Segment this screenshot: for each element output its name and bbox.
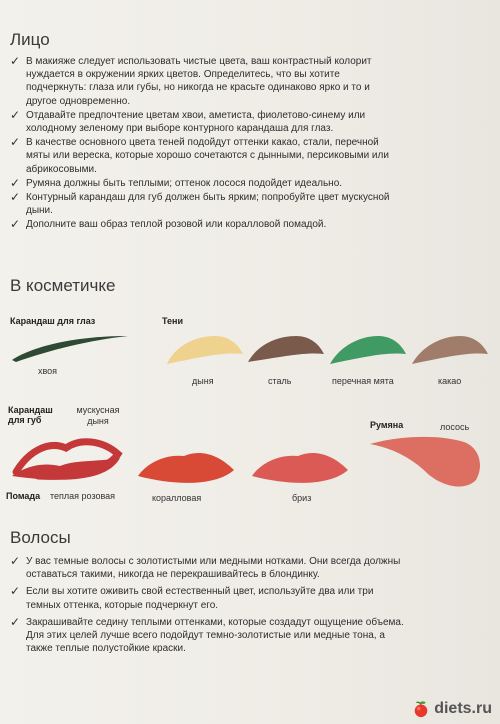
shadow-name: сталь <box>268 376 292 386</box>
shadow-swatch <box>410 334 490 368</box>
check-icon: ✓ <box>10 190 21 205</box>
lipstick-swatch <box>250 446 350 486</box>
blush-swatch <box>368 434 486 494</box>
lipstick-label: Помада <box>6 491 41 501</box>
eye-pencil-swatch <box>10 330 130 365</box>
cosmetics-title: В косметичке <box>10 276 116 295</box>
lipstick-name: бриз <box>292 493 312 503</box>
apple-icon <box>412 700 430 718</box>
hair-list <box>10 555 410 656</box>
shadow-swatch <box>246 334 326 368</box>
face-title: Лицо <box>10 30 50 49</box>
lipstick-swatch <box>136 446 236 486</box>
lip-pencil-swatch <box>8 432 126 484</box>
hair-item: ✓ Если вы хотите оживить свой естественный цвет, используйте два или три темных оттенка, которые подчеркнут его. <box>10 584 374 611</box>
check-icon: ✓ <box>10 135 21 150</box>
shadows-label: Тени <box>162 316 184 326</box>
face-item: ✓ Румяна должны быть теплыми; оттенок лосося подойдет идеально. <box>10 175 343 190</box>
check-icon: ✓ <box>10 584 21 599</box>
face-item: ✓ Дополните ваш образ теплой розовой или коралловой помадой. <box>10 217 327 232</box>
watermark <box>412 700 492 718</box>
check-icon: ✓ <box>10 175 21 190</box>
blush-name: лосось <box>440 422 470 432</box>
face-item: ✓ В качестве основного цвета теней подойдут оттенки какао, стали, перечной мяты или вереска, которые хорошо сочетаются с дынными, персиковыми или абрикосовыми. <box>10 135 389 175</box>
shadow-name: какао <box>438 376 462 386</box>
lipstick-name: теплая розовая <box>50 491 116 501</box>
lipstick-name: коралловая <box>152 493 202 503</box>
face-list <box>10 55 395 233</box>
hair-item: ✓ У вас темные волосы с золотистыми или медными нотками. Они всегда должны оставаться такими, никогда не перекрашивайтесь в блондинку. <box>10 554 401 581</box>
shadow-swatch <box>328 334 408 368</box>
lip-pencil-name: мускусная дыня <box>76 405 120 426</box>
blush-label: Румяна <box>370 420 404 430</box>
check-icon: ✓ <box>10 217 21 232</box>
check-icon: ✓ <box>10 614 21 629</box>
hair-title: Волосы <box>10 528 71 547</box>
face-item: ✓ Контурный карандаш для губ должен быть ярким; попробуйте цвет мускусной дыни. <box>10 190 390 217</box>
hair-item: ✓ Закрашивайте седину теплыми оттенками, которые создадут ощущение объема. Для этих целей лучше всего подойдут темно-золотистые или медные тона, а также теплые полустойкие краски. <box>10 614 404 655</box>
shadow-swatch <box>165 334 245 368</box>
check-icon: ✓ <box>10 54 21 68</box>
eye-pencil-name: хвоя <box>38 366 58 376</box>
watermark-text: diets.ru <box>434 700 492 717</box>
lip-pencil-label: Карандаш для губ <box>8 405 53 425</box>
shadow-name: дыня <box>192 376 214 386</box>
face-item: ✓ В макияже следует использовать чистые цвета, ваш контрастный колорит нуждается в окружении ярких цветов. Определитесь, что вы хотите подчеркнуть: глаза или губы, но никогда не красьте одинаково ярко и то и другое одновременно. <box>10 54 372 107</box>
check-icon: ✓ <box>10 107 21 122</box>
shadow-name: перечная мята <box>332 376 394 386</box>
eye-pencil-label: Карандаш для глаз <box>10 316 96 326</box>
check-icon: ✓ <box>10 554 21 568</box>
face-item: ✓ Отдавайте предпочтение цветам хвои, аметиста, фиолетово-синему или холодному зеленому при выборе контурного карандаша для глаз. <box>10 107 366 135</box>
